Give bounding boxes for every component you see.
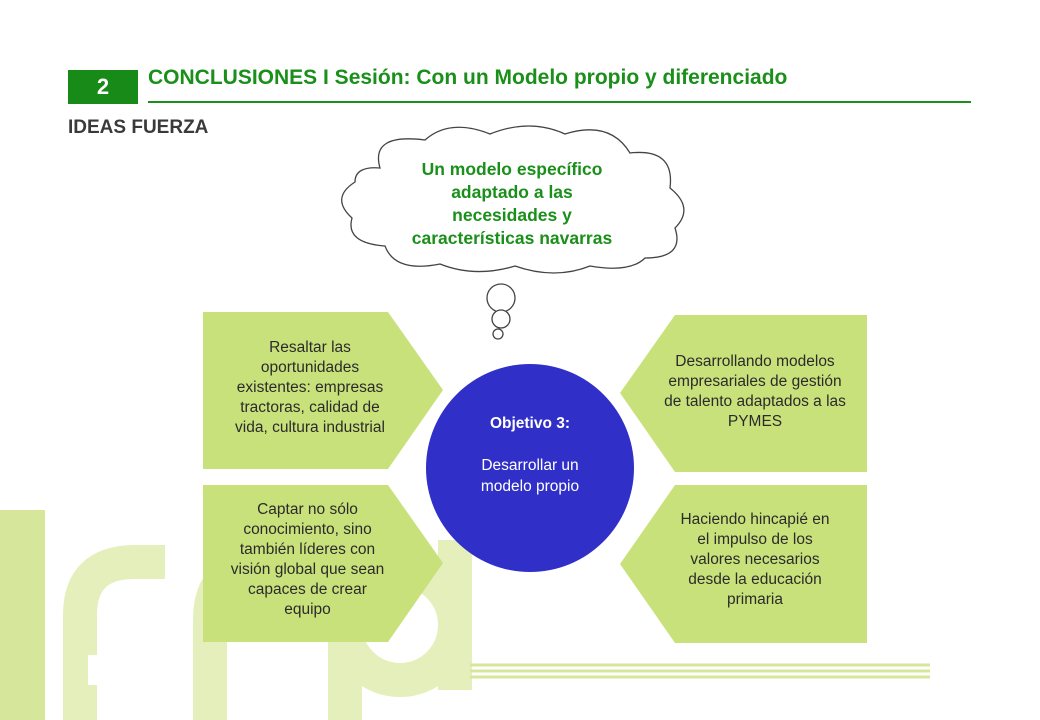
- section-heading: IDEAS FUERZA: [68, 117, 209, 138]
- cloud-line: necesidades y: [452, 205, 572, 225]
- slide-title: CONCLUSIONES I Sesión: Con un Modelo propio y diferenciado: [148, 66, 788, 89]
- cloud-line: características navarras: [411, 228, 613, 248]
- objective-text: [440, 413, 620, 497]
- idea-text-top-right: Desarrollando modelos empresariales de gestión de talento adaptados a las PYMES: [664, 353, 846, 430]
- cloud-line: adaptado a las: [451, 182, 573, 202]
- idea-text-bottom-left: Captar no sólo conocimiento, sino también líderes con visión global que sean capaces de crear equipo: [230, 501, 385, 618]
- idea-text-top-left: Resaltar las oportunidades existentes: empresas tractoras, calidad de vida, cultura industrial: [235, 339, 385, 436]
- objective-line: modelo propio: [480, 478, 580, 495]
- idea-text-bottom-right: Haciendo hincapié en el impulso de los valores necesarios desde la educación primaria: [680, 511, 830, 608]
- thought-cloud-text: [372, 158, 652, 250]
- slide-number-badge: 2: [68, 70, 138, 104]
- cloud-line: Un modelo específico: [421, 159, 603, 179]
- title-underline: [148, 101, 971, 103]
- objective-line: Desarrollar un: [481, 457, 579, 474]
- objective-heading: Objetivo 3:: [489, 415, 571, 432]
